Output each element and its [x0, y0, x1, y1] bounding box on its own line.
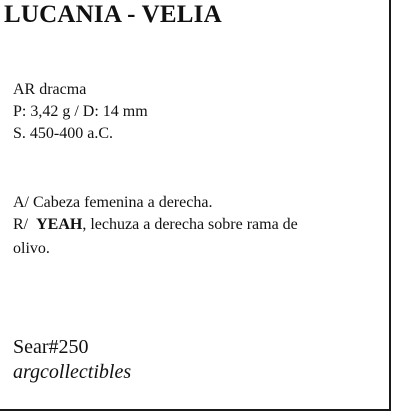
brand-name: argcollectibles: [13, 361, 132, 383]
reverse-prefix: R/: [13, 216, 29, 233]
reverse-description: [13, 215, 298, 235]
frame-right-border: [389, 0, 391, 410]
reverse-legend: YEAH: [36, 216, 83, 233]
coin-date: S. 450-400 a.C.: [13, 125, 113, 142]
frame-bottom-border: [0, 409, 391, 411]
obverse-description: A/ Cabeza femenina a derecha.: [13, 194, 213, 211]
coin-type: AR dracma: [13, 81, 87, 98]
region-title: LUCANIA - VELIA: [4, 1, 222, 28]
coin-weight-diameter: P: 3,42 g / D: 14 mm: [13, 103, 148, 120]
catalog-reference: Sear#250: [13, 336, 89, 358]
reverse-text: , lechuza a derecha sobre rama de: [82, 216, 298, 233]
reverse-description-cont: olivo.: [13, 240, 50, 257]
